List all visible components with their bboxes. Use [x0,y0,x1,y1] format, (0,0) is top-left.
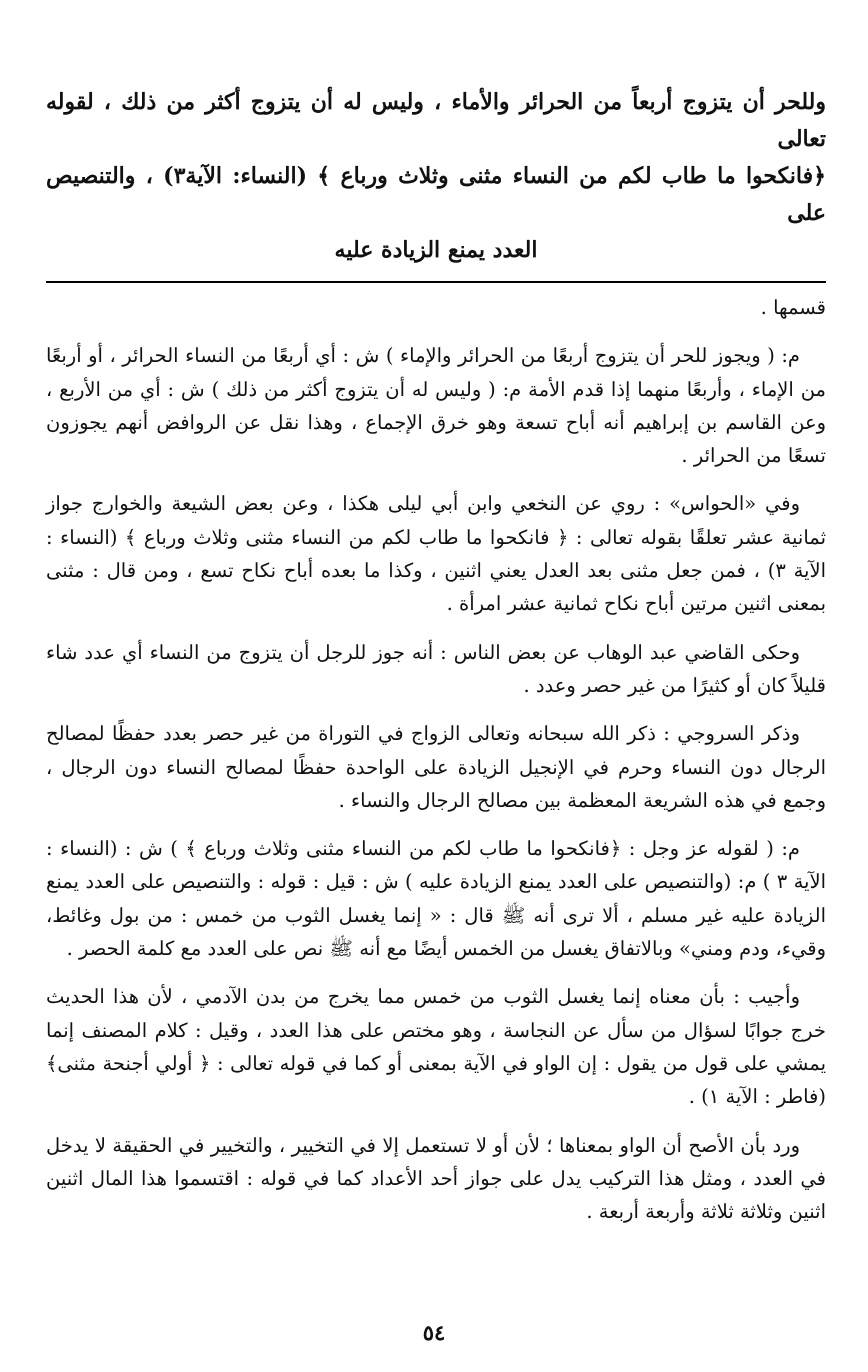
sharh-paragraph: وحكى القاضي عبد الوهاب عن بعض الناس : أنه جوز للرجل أن يتزوج من النساء أي عدد شاء قليلاً كان أو كثيرًا من غير حصر وعدد . [46,640,826,697]
sharh-paragraph: وفي «الحواس» : روي عن النخعي وابن أبي ليلى هكذا ، وعن بعض الشيعة والخوارج جواز ثمانية عشر تعلقًا بقوله تعالى : ﴿ فانكحوا ما طاب لكم من النساء مثنى وثلاث ورباع ﴾ (النساء : الآية ٣) ، فمن جعل مثنى بعد العدل يعني اثنين ، وكذا ما بعده أباح نكاح تسع ، ومن قال : مثنى بمعنى اثنين مرتين أباح نكاح ثمانية عشر امرأة . [46,492,826,616]
sharh-paragraph: م: ( ويجوز للحر أن يتزوج أربعًا من الحرائر والإماء ) ش : أي أربعًا من النساء الحرائر ، أو أربعًا من الإماء ، وأربعًا منهما إذا قدم الأمة م: ( وليس له أن يتزوج أكثر من ذلك ) ش : أي من الأربع ، وعن القاسم بن إبراهيم أنه أباح تسعة وهو خرق الإجماع ، وهذا نقل عن الروافض أنهم يجوزون تسعًا من الحرائر . [46,344,826,468]
sharh-paragraph: قسمها . [760,296,826,319]
page-content [46,84,826,1243]
sharh-text [46,291,826,1228]
matn-text [46,84,826,269]
matn-line: العدد يمنع الزيادة عليه [334,237,538,263]
separator-rule [46,281,826,283]
sharh-paragraph: وذكر السروجي : ذكر الله سبحانه وتعالى الزواج في التوراة من غير حصر بعدد حفظًا لمصالح الرجال دون النساء وحرم في الإنجيل الزيادة على الواحدة حفظًا لمصالح النساء دون الرجال ، وجمع في هذه الشريعة المعظمة بين مصالح الرجال والنساء . [46,722,826,812]
matn-line: وللحر أن يتزوج أربعاً من الحرائر والأماء ، وليس له أن يتزوج أكثر من ذلك ، لقوله تعالى [46,89,826,152]
page-number: ٥٤ [422,1320,446,1345]
sharh-paragraph: م: ( لقوله عز وجل : ﴿فانكحوا ما طاب لكم من النساء مثنى وثلاث ورباع ﴾ ) ش : (النساء : الآية ٣ ) م: (والتنصيص على العدد يمنع الزيادة عليه ) ش : قيل : قوله : والتنصيص على العدد يمنع الزيادة عليه غير مسلم ، ألا ترى أنه ﷺ قال : « إنما يغسل الثوب من خمس : من بول وغائط، وقيء، ودم ومني» وبالاتفاق يغسل من الخمس أيضًا مع أنه ﷺ نص على العدد مع كلمة الحصر . [46,837,826,961]
sharh-paragraph: ورد بأن الأصح أن الواو بمعناها ؛ لأن أو لا تستعمل إلا في التخيير ، والتخيير في الحقيقة لا يدخل في العدد ، ومثل هذا التركيب يدل على جواز أحد الأعداد كما في قوله : اقتسموا هذا المال اثنين اثنين وثلاثة ثلاثة وأربعة أربعة . [46,1133,826,1224]
sharh-paragraph: وأجيب : بأن معناه إنما يغسل الثوب من خمس مما يخرج من بدن الآدمي ، لأن هذا الحديث خرج جوابًا لسؤال من سأل عن النجاسة ، وهو مختص على هذا العدد ، وقيل : كلام المصنف إنما يمشي على قول من يقول : إن الواو في الآية بمعنى أو كما في قوله تعالى : ﴿ أولي أجنحة مثنى﴾ (فاطر : الآية ١) . [46,985,826,1109]
matn-line: ﴿فانكحوا ما طاب لكم من النساء مثنى وثلاث ورباع ﴾ (النساء: الآية٣) ، والتنصيص على [46,163,827,226]
